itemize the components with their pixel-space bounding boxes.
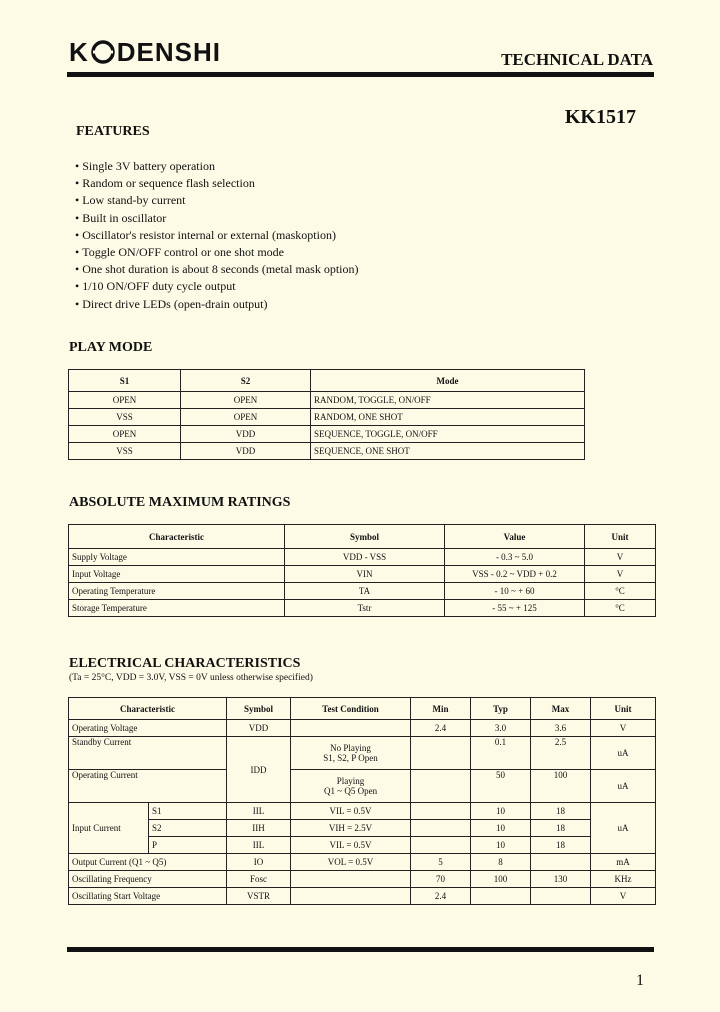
table-cell: 2.5	[531, 737, 591, 770]
table-cell	[531, 854, 591, 871]
table-cell	[471, 888, 531, 905]
test-condition-line: No Playing	[330, 743, 371, 753]
table-cell: VDD	[181, 443, 311, 460]
table-cell: 100	[471, 871, 531, 888]
table-row	[69, 837, 656, 854]
feature-item: • One shot duration is about 8 seconds (metal mask option)	[75, 261, 359, 278]
table-cell: OPEN	[69, 426, 181, 443]
table-cell	[411, 737, 471, 770]
table-cell	[291, 871, 411, 888]
feature-item: • Toggle ON/OFF control or one shot mode	[75, 244, 359, 261]
table-cell: VSS	[69, 409, 181, 426]
table-cell: IIH	[227, 820, 291, 837]
table-cell: Storage Temperature	[69, 600, 285, 617]
table-cell: Operating Current	[69, 770, 227, 803]
table-cell: VSS - 0.2 ~ VDD + 0.2	[445, 566, 585, 583]
table-cell: S1	[149, 803, 227, 820]
features-list	[75, 158, 359, 313]
table-cell	[291, 770, 411, 803]
feature-item: • 1/10 ON/OFF duty cycle output	[75, 278, 359, 295]
table-cell: 0.1	[471, 737, 531, 770]
table-cell: Oscillating Start Voltage	[69, 888, 227, 905]
feature-item: • Oscillator's resistor internal or external (maskoption)	[75, 227, 359, 244]
table-header: S2	[181, 370, 311, 392]
table-header: Typ	[471, 698, 531, 720]
table-cell: V	[585, 549, 656, 566]
test-condition-line: S1, S2, P Open	[323, 753, 378, 763]
table-cell: °C	[585, 600, 656, 617]
table-row	[69, 426, 585, 443]
table-cell: IIL	[227, 837, 291, 854]
test-condition-line: Playing	[336, 776, 365, 786]
table-cell	[411, 820, 471, 837]
table-cell	[291, 888, 411, 905]
table-cell: V	[591, 888, 656, 905]
table-cell: 130	[531, 871, 591, 888]
table-cell: 3.0	[471, 720, 531, 737]
table-row	[69, 392, 585, 409]
table-cell: VIN	[285, 566, 445, 583]
table-cell: SEQUENCE, TOGGLE, ON/OFF	[311, 426, 585, 443]
table-header: Unit	[585, 525, 656, 549]
table-cell: 18	[531, 837, 591, 854]
table-cell: Operating Voltage	[69, 720, 227, 737]
table-cell: 18	[531, 820, 591, 837]
table-cell: 3.6	[531, 720, 591, 737]
table-cell: 10	[471, 820, 531, 837]
logo-letter-k: K	[69, 37, 89, 67]
table-cell: V	[585, 566, 656, 583]
table-header: Max	[531, 698, 591, 720]
table-cell: 18	[531, 803, 591, 820]
table-cell	[291, 720, 411, 737]
table-header: Mode	[311, 370, 585, 392]
table-row	[69, 443, 585, 460]
feature-item: • Single 3V battery operation	[75, 158, 359, 175]
table-cell: Supply Voltage	[69, 549, 285, 566]
kodenshi-logo	[69, 38, 221, 66]
table-cell: IO	[227, 854, 291, 871]
table-cell: Oscillating Frequency	[69, 871, 227, 888]
table-cell: IDD	[227, 737, 291, 803]
feature-item: • Random or sequence flash selection	[75, 175, 359, 192]
table-cell: 100	[531, 770, 591, 803]
table-cell: VIL = 0.5V	[291, 837, 411, 854]
logo-wordmark: DENSHI	[116, 37, 222, 67]
table-header: Unit	[591, 698, 656, 720]
table-header: Test Condition	[291, 698, 411, 720]
table-cell: RANDOM, TOGGLE, ON/OFF	[311, 392, 585, 409]
header-divider	[67, 72, 654, 77]
footer-divider	[67, 947, 654, 952]
table-cell: VIL = 0.5V	[291, 803, 411, 820]
table-row	[69, 409, 585, 426]
feature-item: • Direct drive LEDs (open-drain output)	[75, 296, 359, 313]
table-cell: 10	[471, 837, 531, 854]
table-cell: Standby Current	[69, 737, 227, 770]
table-cell: OPEN	[69, 392, 181, 409]
table-header: Characteristic	[69, 525, 285, 549]
table-header: Symbol	[285, 525, 445, 549]
table-cell	[411, 770, 471, 803]
table-cell: uA	[591, 803, 656, 854]
table-cell: °C	[585, 583, 656, 600]
table-row	[69, 549, 656, 566]
table-cell: RANDOM, ONE SHOT	[311, 409, 585, 426]
table-cell: OPEN	[181, 409, 311, 426]
table-row	[69, 820, 656, 837]
table-cell: 2.4	[411, 888, 471, 905]
part-number: KK1517	[564, 106, 636, 128]
table-header: Value	[445, 525, 585, 549]
table-cell: Operating Temperature	[69, 583, 285, 600]
table-cell: VOL = 0.5V	[291, 854, 411, 871]
page-number: 1	[636, 972, 644, 989]
table-cell: mA	[591, 854, 656, 871]
table-cell: VSS	[69, 443, 181, 460]
absolute-maximum-ratings-heading: ABSOLUTE MAXIMUM RATINGS	[69, 495, 291, 510]
table-cell	[411, 837, 471, 854]
test-conditions-note: (Ta = 25°C, VDD = 3.0V, VSS = 0V unless otherwise specified)	[69, 673, 313, 683]
table-cell: KHz	[591, 871, 656, 888]
table-cell: uA	[591, 737, 656, 770]
table-row	[69, 600, 656, 617]
table-cell: 70	[411, 871, 471, 888]
table-row	[69, 803, 656, 820]
table-cell: VDD	[181, 426, 311, 443]
table-row	[69, 737, 656, 770]
document-type-label: TECHNICAL DATA	[501, 50, 653, 69]
table-cell: uA	[591, 770, 656, 803]
table-cell: Input Current	[69, 803, 149, 854]
table-cell: 50	[471, 770, 531, 803]
table-cell: V	[591, 720, 656, 737]
table-cell: VDD - VSS	[285, 549, 445, 566]
electrical-characteristics-heading: ELECTRICAL CHARACTERISTICS	[69, 656, 301, 671]
table-cell: P	[149, 837, 227, 854]
table-cell: OPEN	[181, 392, 311, 409]
table-cell: - 55 ~ + 125	[445, 600, 585, 617]
play-mode-heading: PLAY MODE	[69, 340, 153, 355]
feature-item: • Built in oscillator	[75, 210, 359, 227]
table-cell: VSTR	[227, 888, 291, 905]
table-cell	[411, 803, 471, 820]
table-cell: Input Voltage	[69, 566, 285, 583]
table-cell	[291, 737, 411, 770]
table-row	[69, 871, 656, 888]
table-cell: SEQUENCE, ONE SHOT	[311, 443, 585, 460]
table-row	[69, 770, 656, 803]
feature-item: • Low stand-by current	[75, 192, 359, 209]
table-cell: 8	[471, 854, 531, 871]
table-cell: 10	[471, 803, 531, 820]
table-header: S1	[69, 370, 181, 392]
table-row	[69, 720, 656, 737]
table-header: Min	[411, 698, 471, 720]
table-cell: IIL	[227, 803, 291, 820]
features-heading: FEATURES	[76, 124, 150, 139]
table-header: Characteristic	[69, 698, 227, 720]
table-cell: VDD	[227, 720, 291, 737]
table-row	[69, 888, 656, 905]
absolute-maximum-ratings-table	[68, 524, 656, 617]
logo-circle-icon	[91, 40, 115, 64]
play-mode-table	[68, 369, 585, 460]
table-cell: - 10 ~ + 60	[445, 583, 585, 600]
table-row	[69, 583, 656, 600]
table-cell: Tstr	[285, 600, 445, 617]
table-cell: TA	[285, 583, 445, 600]
test-condition-line: Q1 ~ Q5 Open	[323, 786, 378, 796]
table-header: Symbol	[227, 698, 291, 720]
table-cell: VIH = 2.5V	[291, 820, 411, 837]
table-cell: 2.4	[411, 720, 471, 737]
table-cell: Fosc	[227, 871, 291, 888]
table-cell: - 0.3 ~ 5.0	[445, 549, 585, 566]
table-row	[69, 854, 656, 871]
table-cell: S2	[149, 820, 227, 837]
table-cell: Output Current (Q1 ~ Q5)	[69, 854, 227, 871]
electrical-characteristics-table	[68, 697, 656, 905]
table-row	[69, 566, 656, 583]
table-cell: 5	[411, 854, 471, 871]
table-cell	[531, 888, 591, 905]
